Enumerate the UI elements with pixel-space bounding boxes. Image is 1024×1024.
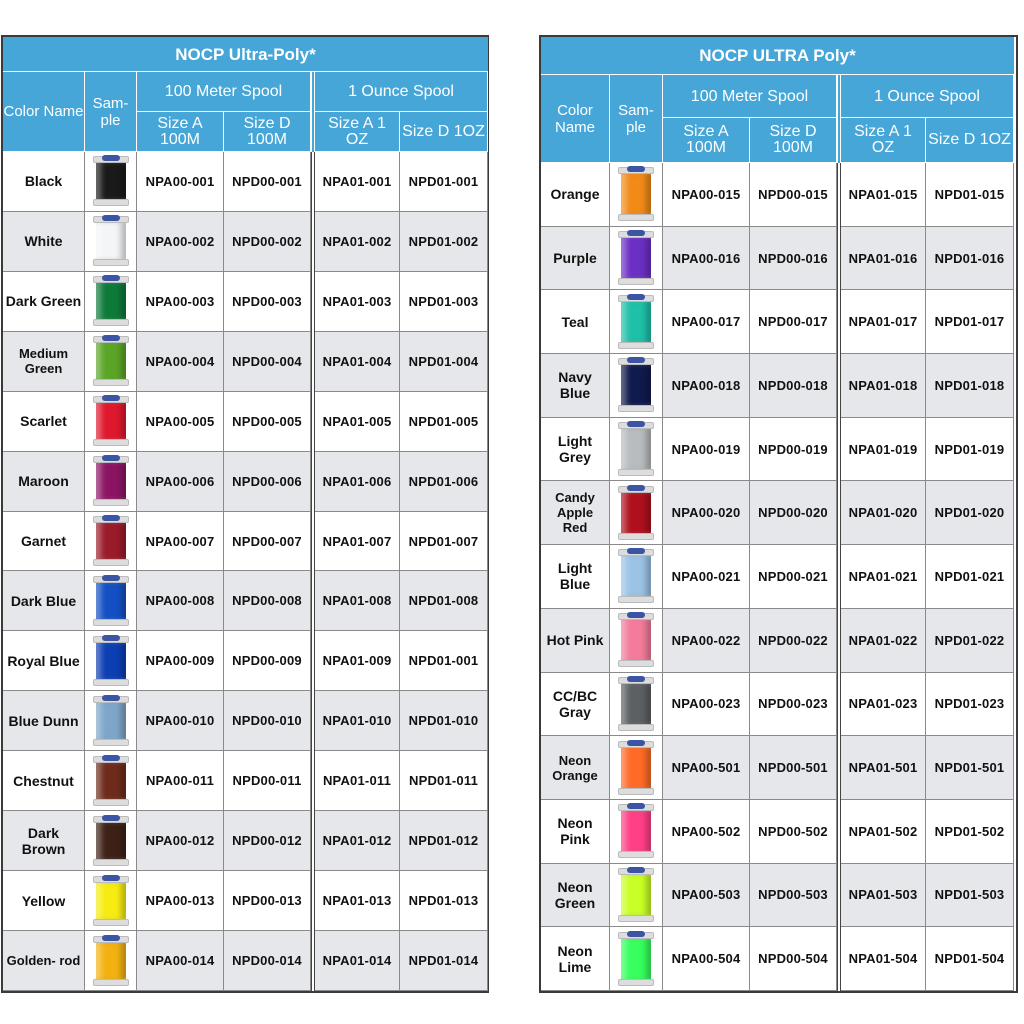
code-size-a-100m: NPA00-010	[137, 691, 224, 751]
color-name: White	[3, 212, 85, 272]
spool-swatch-icon	[618, 549, 654, 603]
code-size-d-1oz: NPD01-002	[400, 212, 488, 272]
code-size-a-100m: NPA00-021	[663, 545, 750, 609]
color-name: Orange	[541, 163, 610, 227]
thread-sample	[610, 290, 663, 354]
header-size-a-100m: Size A 100M	[137, 112, 224, 152]
code-size-a-100m: NPA00-007	[137, 512, 224, 572]
color-name: Dark Green	[3, 272, 85, 332]
color-name: CC/BC Gray	[541, 673, 610, 737]
spool-swatch-icon	[93, 696, 129, 746]
code-size-a-100m: NPA00-005	[137, 392, 224, 452]
code-size-a-1oz: NPA01-005	[315, 392, 400, 452]
code-size-d-100m: NPD00-005	[224, 392, 311, 452]
thread-sample	[610, 227, 663, 291]
code-size-a-1oz: NPA01-009	[315, 631, 400, 691]
spool-swatch-icon	[618, 741, 654, 795]
thread-sample	[85, 332, 137, 392]
code-size-d-1oz: NPD01-502	[926, 800, 1014, 864]
code-size-d-1oz: NPD01-022	[926, 609, 1014, 673]
color-name: Neon Green	[541, 864, 610, 928]
header-size-d-1oz: Size D 1OZ	[926, 118, 1014, 163]
code-size-a-100m: NPA00-011	[137, 751, 224, 811]
right-table	[541, 37, 1016, 991]
thread-sample	[85, 512, 137, 572]
code-size-a-100m: NPA00-009	[137, 631, 224, 691]
thread-sample	[85, 931, 137, 991]
code-size-a-1oz: NPA01-015	[841, 163, 926, 227]
code-size-d-100m: NPD00-022	[750, 609, 837, 673]
code-size-d-1oz: NPD01-021	[926, 545, 1014, 609]
thread-sample	[610, 354, 663, 418]
code-size-d-100m: NPD00-502	[750, 800, 837, 864]
header-sample: Sam- ple	[85, 72, 137, 152]
code-size-a-1oz: NPA01-008	[315, 571, 400, 631]
code-size-d-1oz: NPD01-005	[400, 392, 488, 452]
spool-swatch-icon	[618, 677, 654, 731]
code-size-a-1oz: NPA01-010	[315, 691, 400, 751]
thread-sample	[610, 673, 663, 737]
table-title: NOCP ULTRA Poly*	[541, 37, 1014, 75]
code-size-a-100m: NPA00-014	[137, 931, 224, 991]
color-name: Purple	[541, 227, 610, 291]
code-size-a-100m: NPA00-020	[663, 481, 750, 545]
code-size-a-100m: NPA00-504	[663, 927, 750, 991]
code-size-d-1oz: NPD01-006	[400, 452, 488, 512]
code-size-d-1oz: NPD01-010	[400, 691, 488, 751]
code-size-d-100m: NPD00-007	[224, 512, 311, 572]
code-size-a-100m: NPA00-004	[137, 332, 224, 392]
thread-sample	[85, 212, 137, 272]
code-size-a-100m: NPA00-001	[137, 152, 224, 212]
code-size-a-100m: NPA00-008	[137, 571, 224, 631]
code-size-d-100m: NPD00-503	[750, 864, 837, 928]
code-size-d-100m: NPD00-012	[224, 811, 311, 871]
header-sample: Sam- ple	[610, 75, 663, 163]
thread-sample	[610, 927, 663, 991]
code-size-d-1oz: NPD01-004	[400, 332, 488, 392]
code-size-d-1oz: NPD01-012	[400, 811, 488, 871]
code-size-a-1oz: NPA01-007	[315, 512, 400, 572]
header-size-a-1oz: Size A 1 OZ	[841, 118, 926, 163]
code-size-a-100m: NPA00-017	[663, 290, 750, 354]
thread-sample	[610, 736, 663, 800]
spool-swatch-icon	[618, 932, 654, 986]
code-size-a-100m: NPA00-022	[663, 609, 750, 673]
code-size-d-100m: NPD00-010	[224, 691, 311, 751]
thread-sample	[85, 631, 137, 691]
code-size-d-100m: NPD00-015	[750, 163, 837, 227]
code-size-a-1oz: NPA01-023	[841, 673, 926, 737]
header-size-a-100m: Size A 100M	[663, 118, 750, 163]
thread-sample	[85, 691, 137, 751]
code-size-d-1oz: NPD01-023	[926, 673, 1014, 737]
color-name: Yellow	[3, 871, 85, 931]
color-name: Medium Green	[3, 332, 85, 392]
code-size-d-100m: NPD00-009	[224, 631, 311, 691]
code-size-a-100m: NPA00-019	[663, 418, 750, 482]
color-name: Scarlet	[3, 392, 85, 452]
header-color-name: Color Name	[541, 75, 610, 163]
code-size-d-1oz: NPD01-016	[926, 227, 1014, 291]
code-size-d-100m: NPD00-006	[224, 452, 311, 512]
code-size-d-100m: NPD00-008	[224, 571, 311, 631]
color-name: Neon Lime	[541, 927, 610, 991]
color-name: Neon Pink	[541, 800, 610, 864]
code-size-d-100m: NPD00-002	[224, 212, 311, 272]
spool-swatch-icon	[618, 295, 654, 349]
spool-swatch-icon	[93, 456, 129, 506]
code-size-a-100m: NPA00-503	[663, 864, 750, 928]
code-size-d-1oz: NPD01-008	[400, 571, 488, 631]
code-size-d-1oz: NPD01-001	[400, 631, 488, 691]
spool-swatch-icon	[618, 358, 654, 412]
code-size-d-1oz: NPD01-001	[400, 152, 488, 212]
thread-sample	[85, 152, 137, 212]
code-size-a-1oz: NPA01-020	[841, 481, 926, 545]
code-size-d-100m: NPD00-504	[750, 927, 837, 991]
thread-sample	[610, 418, 663, 482]
code-size-a-1oz: NPA01-013	[315, 871, 400, 931]
spool-swatch-icon	[93, 936, 129, 986]
color-name: Chestnut	[3, 751, 85, 811]
header-100-meter-spool: 100 Meter Spool	[663, 75, 837, 118]
header-size-d-100m: Size D 100M	[750, 118, 837, 163]
header-size-d-1oz: Size D 1OZ	[400, 112, 488, 152]
spool-swatch-icon	[618, 167, 654, 221]
color-name: Garnet	[3, 512, 85, 572]
color-name: Navy Blue	[541, 354, 610, 418]
thread-sample	[610, 545, 663, 609]
code-size-a-1oz: NPA01-504	[841, 927, 926, 991]
header-1-ounce-spool: 1 Ounce Spool	[315, 72, 488, 112]
code-size-d-1oz: NPD01-015	[926, 163, 1014, 227]
spool-swatch-icon	[93, 576, 129, 626]
code-size-a-1oz: NPA01-004	[315, 332, 400, 392]
code-size-d-1oz: NPD01-014	[400, 931, 488, 991]
thread-sample	[610, 864, 663, 928]
code-size-d-1oz: NPD01-011	[400, 751, 488, 811]
code-size-a-1oz: NPA01-022	[841, 609, 926, 673]
left-table	[3, 37, 487, 991]
code-size-a-100m: NPA00-501	[663, 736, 750, 800]
code-size-a-1oz: NPA01-503	[841, 864, 926, 928]
code-size-d-100m: NPD00-019	[750, 418, 837, 482]
code-size-d-100m: NPD00-003	[224, 272, 311, 332]
code-size-d-100m: NPD00-020	[750, 481, 837, 545]
code-size-d-1oz: NPD01-003	[400, 272, 488, 332]
thread-sample	[85, 871, 137, 931]
color-name: Candy Apple Red	[541, 481, 610, 545]
code-size-a-100m: NPA00-502	[663, 800, 750, 864]
code-size-d-1oz: NPD01-503	[926, 864, 1014, 928]
color-name: Dark Brown	[3, 811, 85, 871]
color-name: Light Grey	[541, 418, 610, 482]
code-size-a-1oz: NPA01-019	[841, 418, 926, 482]
spool-swatch-icon	[93, 756, 129, 806]
code-size-a-100m: NPA00-012	[137, 811, 224, 871]
color-name: Golden- rod	[3, 931, 85, 991]
code-size-d-100m: NPD00-011	[224, 751, 311, 811]
thread-sample	[85, 811, 137, 871]
thread-sample	[610, 163, 663, 227]
code-size-d-1oz: NPD01-020	[926, 481, 1014, 545]
color-name: Royal Blue	[3, 631, 85, 691]
code-size-a-1oz: NPA01-001	[315, 152, 400, 212]
color-name: Dark Blue	[3, 571, 85, 631]
code-size-d-100m: NPD00-013	[224, 871, 311, 931]
spool-swatch-icon	[93, 156, 129, 206]
spool-swatch-icon	[93, 816, 129, 866]
code-size-a-100m: NPA00-002	[137, 212, 224, 272]
color-name: Neon Orange	[541, 736, 610, 800]
code-size-a-100m: NPA00-003	[137, 272, 224, 332]
thread-sample	[85, 751, 137, 811]
spool-swatch-icon	[618, 804, 654, 858]
code-size-d-100m: NPD00-501	[750, 736, 837, 800]
code-size-a-1oz: NPA01-021	[841, 545, 926, 609]
code-size-d-100m: NPD00-017	[750, 290, 837, 354]
thread-sample	[610, 609, 663, 673]
right-table-panel	[539, 35, 1018, 993]
spool-swatch-icon	[93, 336, 129, 386]
table-title: NOCP Ultra-Poly*	[3, 37, 488, 72]
code-size-a-1oz: NPA01-003	[315, 272, 400, 332]
code-size-a-1oz: NPA01-502	[841, 800, 926, 864]
code-size-d-100m: NPD00-001	[224, 152, 311, 212]
spool-swatch-icon	[93, 516, 129, 566]
code-size-d-100m: NPD00-014	[224, 931, 311, 991]
color-name: Black	[3, 152, 85, 212]
code-size-a-1oz: NPA01-012	[315, 811, 400, 871]
thread-sample	[85, 452, 137, 512]
thread-sample	[610, 481, 663, 545]
code-size-a-1oz: NPA01-014	[315, 931, 400, 991]
spool-swatch-icon	[93, 216, 129, 266]
header-size-d-100m: Size D 100M	[224, 112, 311, 152]
code-size-a-1oz: NPA01-017	[841, 290, 926, 354]
code-size-a-1oz: NPA01-016	[841, 227, 926, 291]
code-size-d-1oz: NPD01-501	[926, 736, 1014, 800]
code-size-a-1oz: NPA01-006	[315, 452, 400, 512]
code-size-d-1oz: NPD01-504	[926, 927, 1014, 991]
thread-sample	[85, 272, 137, 332]
header-color-name: Color Name	[3, 72, 85, 152]
header-100-meter-spool: 100 Meter Spool	[137, 72, 311, 112]
spool-swatch-icon	[93, 396, 129, 446]
code-size-a-100m: NPA00-015	[663, 163, 750, 227]
code-size-a-1oz: NPA01-018	[841, 354, 926, 418]
code-size-d-100m: NPD00-016	[750, 227, 837, 291]
thread-sample	[85, 571, 137, 631]
code-size-d-1oz: NPD01-018	[926, 354, 1014, 418]
code-size-a-1oz: NPA01-002	[315, 212, 400, 272]
code-size-a-1oz: NPA01-501	[841, 736, 926, 800]
spool-swatch-icon	[93, 636, 129, 686]
code-size-d-100m: NPD00-023	[750, 673, 837, 737]
header-size-a-1oz: Size A 1 OZ	[315, 112, 400, 152]
color-name: Light Blue	[541, 545, 610, 609]
thread-sample	[610, 800, 663, 864]
header-1-ounce-spool: 1 Ounce Spool	[841, 75, 1014, 118]
code-size-d-1oz: NPD01-017	[926, 290, 1014, 354]
spool-swatch-icon	[618, 486, 654, 540]
left-table-panel	[1, 35, 489, 993]
code-size-a-100m: NPA00-018	[663, 354, 750, 418]
spool-swatch-icon	[618, 231, 654, 285]
color-name: Hot Pink	[541, 609, 610, 673]
code-size-a-100m: NPA00-023	[663, 673, 750, 737]
code-size-d-100m: NPD00-004	[224, 332, 311, 392]
code-size-a-1oz: NPA01-011	[315, 751, 400, 811]
code-size-a-100m: NPA00-016	[663, 227, 750, 291]
code-size-a-100m: NPA00-006	[137, 452, 224, 512]
spool-swatch-icon	[618, 868, 654, 922]
code-size-d-100m: NPD00-021	[750, 545, 837, 609]
code-size-d-1oz: NPD01-007	[400, 512, 488, 572]
spool-swatch-icon	[93, 876, 129, 926]
spool-swatch-icon	[618, 613, 654, 667]
code-size-a-100m: NPA00-013	[137, 871, 224, 931]
color-name: Blue Dunn	[3, 691, 85, 751]
thread-sample	[85, 392, 137, 452]
spool-swatch-icon	[618, 422, 654, 476]
code-size-d-100m: NPD00-018	[750, 354, 837, 418]
code-size-d-1oz: NPD01-019	[926, 418, 1014, 482]
code-size-d-1oz: NPD01-013	[400, 871, 488, 931]
color-name: Teal	[541, 290, 610, 354]
color-name: Maroon	[3, 452, 85, 512]
spool-swatch-icon	[93, 276, 129, 326]
